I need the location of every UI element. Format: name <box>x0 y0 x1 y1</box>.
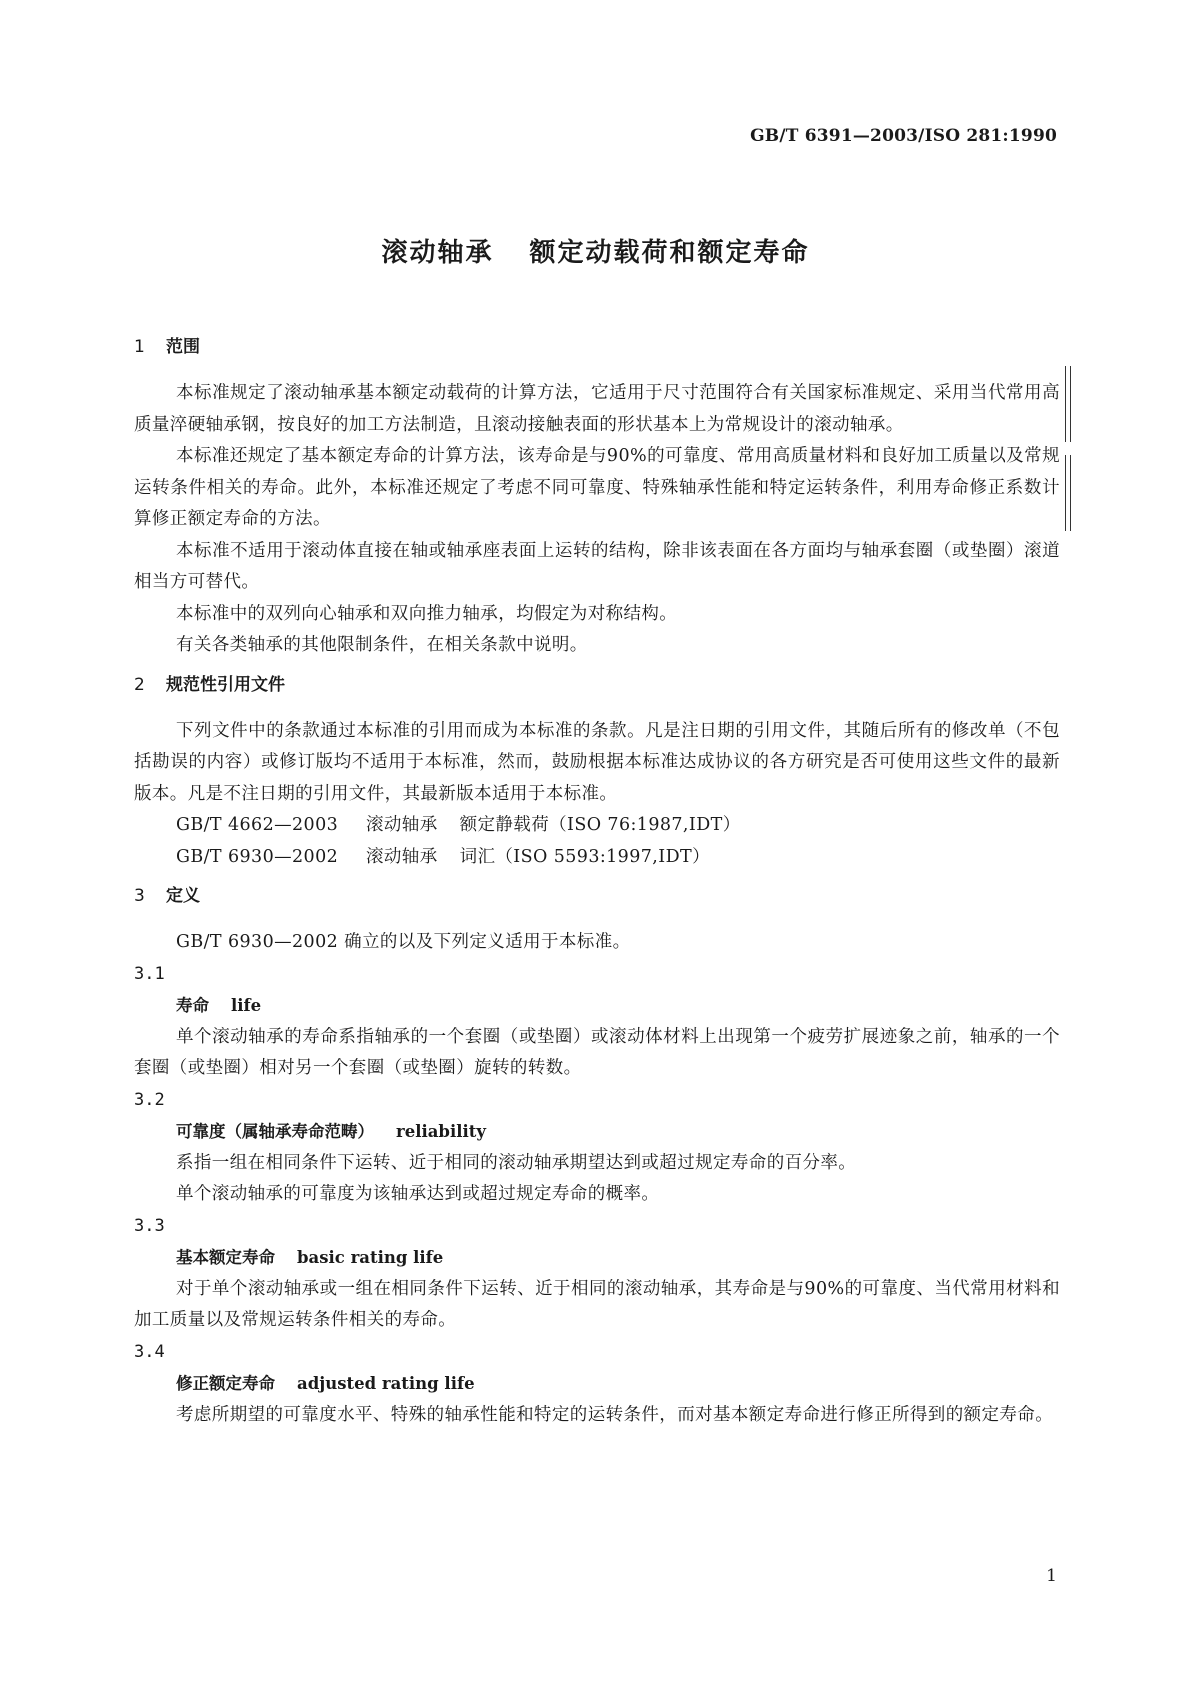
term-heading <box>134 1368 1060 1400</box>
reference-code: GB/T 4662—2003 <box>176 815 339 835</box>
section-number: 2 <box>134 674 145 695</box>
section-title: 定义 <box>166 886 200 906</box>
page-number: 1 <box>1046 1566 1057 1586</box>
document-body <box>134 336 1060 1431</box>
subsection-number: 3.2 <box>134 1089 165 1110</box>
term-en: life <box>231 996 262 1015</box>
reference-desc: 词汇（ISO 5593:1997,IDT） <box>459 846 710 867</box>
term-heading <box>134 1116 1060 1148</box>
paragraph: 本标准不适用于滚动体直接在轴或轴承座表面上运转的结构，除非该表面在各方面均与轴承套圈（或垫圈）滚道相当方可替代。 <box>134 540 1060 592</box>
paragraph: 本标准规定了滚动轴承基本额定动载荷的计算方法，它适用于尺寸范围符合有关国家标准规定、采用当代常用高质量淬硬轴承钢，按良好的加工方法制造，且滚动接触表面的形状基本上为常规设计的滚动轴承。 <box>134 383 1060 435</box>
paragraph: GB/T 6930—2002 确立的以及下列定义适用于本标准。 <box>176 932 631 952</box>
term-cn: 基本额定寿命 <box>176 1248 275 1267</box>
term-en: basic rating life <box>297 1248 444 1267</box>
document-title <box>0 232 1191 269</box>
reference-code: GB/T 6930—2002 <box>176 846 339 867</box>
term-heading <box>134 990 1060 1022</box>
section-number: 1 <box>134 337 145 357</box>
term-en: reliability <box>396 1122 486 1141</box>
section-heading-1 <box>134 336 1060 358</box>
reference-name: 滚动轴承 <box>366 846 438 867</box>
section-number: 3 <box>134 886 145 906</box>
term-en: adjusted rating life <box>297 1374 475 1393</box>
paragraph: 系指一组在相同条件下运转、近于相同的滚动轴承期望达到或超过规定寿命的百分率。 <box>176 1152 857 1173</box>
reference-name: 滚动轴承 <box>366 815 438 835</box>
paragraph: 下列文件中的条款通过本标准的引用而成为本标准的条款。凡是注日期的引用文件，其随后所有的修改单（不包括勘误的内容）或修订版均不适用于本标准，然而，鼓励根据本标准达成协议的各方研究是否可使用这些文件的最新版本。凡是不注日期的引用文件，其最新版本适用于本标准。 <box>134 720 1060 804</box>
subsection-number: 3.4 <box>134 1341 165 1362</box>
title-part-1: 滚动轴承 <box>381 238 494 268</box>
paragraph: 本标准还规定了基本额定寿命的计算方法，该寿命是与90%的可靠度、常用高质量材料和良好加工质量以及常规运转条件相关的寿命。此外，本标准还规定了考虑不同可靠度、特殊轴承性能和特定运转条件，利用寿命修正系数计算修正额定寿命的方法。 <box>134 446 1060 529</box>
term-cn: 寿命 <box>176 996 209 1015</box>
section-title: 范围 <box>166 337 200 357</box>
section-heading-2 <box>134 674 1060 696</box>
standard-code: GB/T 6391—2003/ISO 281:1990 <box>750 126 1057 146</box>
change-bar <box>1065 455 1071 531</box>
paragraph: 对于单个滚动轴承或一组在相同条件下运转、近于相同的滚动轴承，其寿命是与90%的可靠度、当代常用材料和加工质量以及常规运转条件相关的寿命。 <box>134 1278 1060 1330</box>
paragraph: 单个滚动轴承的可靠度为该轴承达到或超过规定寿命的概率。 <box>176 1184 660 1204</box>
paragraph: 单个滚动轴承的寿命系指轴承的一个套圈（或垫圈）或滚动体材料上出现第一个疲劳扩展迹象之前，轴承的一个套圈（或垫圈）相对另一个套圈（或垫圈）旋转的转数。 <box>134 1026 1060 1078</box>
paragraph: 有关各类轴承的其他限制条件，在相关条款中说明。 <box>176 635 588 655</box>
term-cn: 可靠度（属轴承寿命范畴） <box>176 1122 374 1141</box>
paragraph: 本标准中的双列向心轴承和双向推力轴承，均假定为对称结构。 <box>176 603 678 624</box>
title-part-2: 额定动载荷和额定寿命 <box>529 238 810 268</box>
section-title: 规范性引用文件 <box>166 674 285 695</box>
paragraph: 考虑所期望的可靠度水平、特殊的轴承性能和特定的运转条件，而对基本额定寿命进行修正所得到的额定寿命。 <box>176 1404 1054 1425</box>
section-heading-3 <box>134 885 1060 907</box>
change-bar <box>1065 366 1071 442</box>
reference-desc: 额定静载荷（ISO 76:1987,IDT） <box>459 815 741 835</box>
reference-item <box>134 842 1060 874</box>
subsection-number: 3.3 <box>134 1215 165 1236</box>
term-cn: 修正额定寿命 <box>176 1374 275 1393</box>
subsection-number: 3.1 <box>134 963 165 984</box>
reference-item <box>134 810 1060 842</box>
term-heading <box>134 1242 1060 1274</box>
